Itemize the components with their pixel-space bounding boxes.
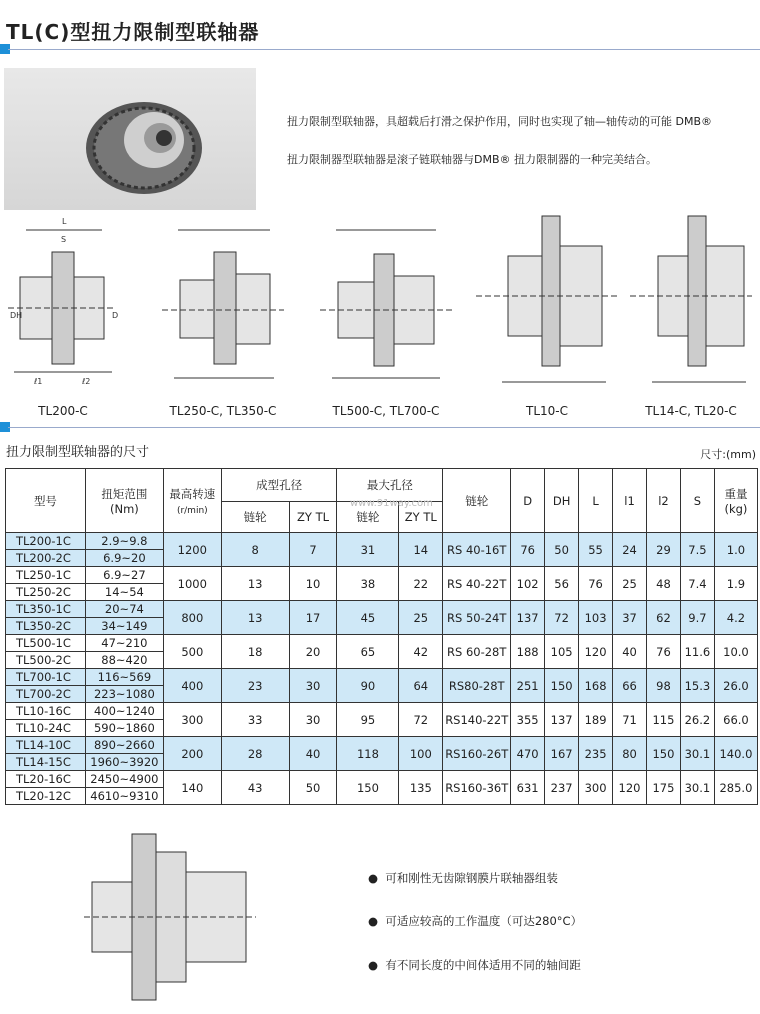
th-l: L — [579, 469, 613, 533]
cell-l: 76 — [579, 567, 613, 601]
cell-model: TL250-1C — [6, 567, 86, 584]
dim-label-l1: ℓ1 — [34, 377, 43, 386]
th-formed-bore: 成型孔径 — [221, 469, 337, 502]
cell-model: TL14-15C — [6, 754, 86, 771]
feature-bullet: ● 可和刚性无齿隙钢膜片联轴器组装 — [368, 871, 558, 885]
table-row — [6, 771, 758, 788]
cell-f-zy: 30 — [289, 669, 337, 703]
cell-dh: 105 — [545, 635, 579, 669]
diagram-caption: TL200-C — [38, 404, 88, 418]
cell-f-zy: 30 — [289, 703, 337, 737]
cell-l2: 150 — [646, 737, 680, 771]
cell-m-zy: 100 — [399, 737, 443, 771]
th-l1: l1 — [613, 469, 647, 533]
cell-weight: 140.0 — [714, 737, 757, 771]
cell-torque: 890~2660 — [85, 737, 163, 754]
cell-l1: 40 — [613, 635, 647, 669]
cell-dh: 167 — [545, 737, 579, 771]
cell-l2: 98 — [646, 669, 680, 703]
cell-speed: 1200 — [163, 533, 221, 567]
cell-weight: 66.0 — [714, 703, 757, 737]
cell-f-chain: 23 — [221, 669, 289, 703]
cell-l2: 115 — [646, 703, 680, 737]
page-title: TL(C)型扭力限制型联轴器 — [6, 20, 260, 44]
product-photo — [4, 68, 256, 210]
th-formed-chain: 链轮 — [221, 502, 289, 533]
cell-dh: 137 — [545, 703, 579, 737]
cell-sprocket: RS80-28T — [443, 669, 511, 703]
cell-sprocket: RS140-22T — [443, 703, 511, 737]
cell-model: TL10-16C — [6, 703, 86, 720]
cell-torque: 34~149 — [85, 618, 163, 635]
cell-model: TL350-2C — [6, 618, 86, 635]
cell-model: TL350-1C — [6, 601, 86, 618]
cell-model: TL700-1C — [6, 669, 86, 686]
th-model: 型号 — [6, 469, 86, 533]
cell-speed: 800 — [163, 601, 221, 635]
cell-torque: 1960~3920 — [85, 754, 163, 771]
section-title: 扭力限制型联轴器的尺寸 — [6, 445, 150, 460]
cell-s: 7.4 — [680, 567, 714, 601]
dim-label-l: L — [62, 217, 67, 226]
th-speed: 最高转速 (r/min) — [163, 469, 221, 533]
dim-label-s: S — [61, 235, 67, 244]
th-torque: 扭矩范围 (Nm) — [85, 469, 163, 533]
cell-l2: 29 — [646, 533, 680, 567]
cell-l2: 62 — [646, 601, 680, 635]
cell-m-chain: 38 — [337, 567, 399, 601]
cell-sprocket: RS 40-22T — [443, 567, 511, 601]
feature-bullet: ● 有不同长度的中间体适用不同的轴间距 — [368, 958, 581, 972]
diagram-caption: TL500-C, TL700-C — [332, 404, 440, 418]
cell-m-chain: 65 — [337, 635, 399, 669]
diagram-caption: TL250-C, TL350-C — [169, 404, 277, 418]
cell-weight: 4.2 — [714, 601, 757, 635]
cell-model: TL20-16C — [6, 771, 86, 788]
cell-sprocket: RS160-36T — [443, 771, 511, 805]
cell-s: 11.6 — [680, 635, 714, 669]
cell-torque: 223~1080 — [85, 686, 163, 703]
cell-dh: 237 — [545, 771, 579, 805]
cell-s: 9.7 — [680, 601, 714, 635]
th-max-bore: 最大孔径 — [337, 469, 443, 502]
cell-m-zy: 135 — [399, 771, 443, 805]
cell-model: TL250-2C — [6, 584, 86, 601]
th-formed-zytl: ZY TL — [289, 502, 337, 533]
cell-f-zy: 20 — [289, 635, 337, 669]
table-row — [6, 567, 758, 584]
cell-torque: 2.9~9.8 — [85, 533, 163, 550]
watermark: www.91way.com — [350, 498, 433, 509]
cell-l1: 24 — [613, 533, 647, 567]
cell-model: TL200-1C — [6, 533, 86, 550]
diagram-caption: TL14-C, TL20-C — [645, 404, 737, 418]
cell-l2: 175 — [646, 771, 680, 805]
cell-m-zy: 22 — [399, 567, 443, 601]
cell-l1: 80 — [613, 737, 647, 771]
cell-f-chain: 43 — [221, 771, 289, 805]
cell-sprocket: RS 60-28T — [443, 635, 511, 669]
cell-l2: 76 — [646, 635, 680, 669]
cell-f-zy: 7 — [289, 533, 337, 567]
cell-dh: 150 — [545, 669, 579, 703]
cell-sprocket: RS 40-16T — [443, 533, 511, 567]
cell-s: 7.5 — [680, 533, 714, 567]
cell-m-zy: 14 — [399, 533, 443, 567]
cell-speed: 300 — [163, 703, 221, 737]
cell-l1: 66 — [613, 669, 647, 703]
cell-weight: 1.0 — [714, 533, 757, 567]
cell-d: 631 — [511, 771, 545, 805]
cell-l: 235 — [579, 737, 613, 771]
cell-m-zy: 72 — [399, 703, 443, 737]
assembly-diagram — [82, 822, 258, 1010]
table-row — [6, 533, 758, 550]
th-sprocket: 链轮 — [443, 469, 511, 533]
cell-l: 120 — [579, 635, 613, 669]
cell-torque: 2450~4900 — [85, 771, 163, 788]
cell-d: 76 — [511, 533, 545, 567]
diagram-caption: TL10-C — [526, 404, 568, 418]
cell-weight: 10.0 — [714, 635, 757, 669]
cell-dh: 56 — [545, 567, 579, 601]
cell-speed: 400 — [163, 669, 221, 703]
cell-torque: 88~420 — [85, 652, 163, 669]
cell-l: 168 — [579, 669, 613, 703]
cell-f-chain: 13 — [221, 567, 289, 601]
cell-weight: 1.9 — [714, 567, 757, 601]
cell-d: 102 — [511, 567, 545, 601]
cell-m-chain: 90 — [337, 669, 399, 703]
table-row — [6, 703, 758, 720]
diagram-tl10 — [472, 206, 622, 397]
intro-line-2: 扭力限制器型联轴器是滚子链联轴器与DMB® 扭力限制器的一种完美结合。 — [287, 153, 658, 166]
cell-weight: 285.0 — [714, 771, 757, 805]
cell-torque: 6.9~27 — [85, 567, 163, 584]
th-max-zytl: ZY TL — [399, 502, 443, 533]
cell-sprocket: RS 50-24T — [443, 601, 511, 635]
title-divider — [8, 49, 760, 50]
cell-speed: 140 — [163, 771, 221, 805]
table-row — [6, 635, 758, 652]
cell-m-zy: 64 — [399, 669, 443, 703]
th-l2: l2 — [646, 469, 680, 533]
cell-f-chain: 33 — [221, 703, 289, 737]
dim-label-dh: DH — [10, 311, 23, 320]
cell-l1: 25 — [613, 567, 647, 601]
cell-torque: 4610~9310 — [85, 788, 163, 805]
intro-line-1: 扭力限制型联轴器，具超载后打滑之保护作用，同时也实现了轴—轴传动的可能 DMB® — [287, 115, 713, 128]
th-s: S — [680, 469, 714, 533]
table-row — [6, 737, 758, 754]
cell-l1: 71 — [613, 703, 647, 737]
diagram-tl500-700 — [316, 212, 456, 397]
cell-weight: 26.0 — [714, 669, 757, 703]
cell-f-zy: 40 — [289, 737, 337, 771]
cell-d: 137 — [511, 601, 545, 635]
cell-m-chain: 31 — [337, 533, 399, 567]
cell-d: 188 — [511, 635, 545, 669]
table-row — [6, 601, 758, 618]
diagram-tl200 — [4, 212, 122, 397]
cell-l: 300 — [579, 771, 613, 805]
section-divider — [8, 427, 760, 428]
cell-m-chain: 150 — [337, 771, 399, 805]
cell-m-chain: 118 — [337, 737, 399, 771]
cell-s: 30.1 — [680, 737, 714, 771]
cell-s: 15.3 — [680, 669, 714, 703]
th-dh: DH — [545, 469, 579, 533]
cell-model: TL200-2C — [6, 550, 86, 567]
cell-l: 189 — [579, 703, 613, 737]
cell-sprocket: RS160-26T — [443, 737, 511, 771]
diagram-tl14-20 — [626, 206, 756, 397]
cell-torque: 116~569 — [85, 669, 163, 686]
cell-model: TL20-12C — [6, 788, 86, 805]
cell-dh: 72 — [545, 601, 579, 635]
cell-speed: 200 — [163, 737, 221, 771]
cell-f-zy: 50 — [289, 771, 337, 805]
cell-l1: 120 — [613, 771, 647, 805]
cell-dh: 50 — [545, 533, 579, 567]
cell-m-chain: 95 — [337, 703, 399, 737]
cell-f-chain: 18 — [221, 635, 289, 669]
feature-bullet: ● 可适应较高的工作温度（可达280°C） — [368, 914, 583, 928]
dim-label-d: D — [112, 311, 119, 320]
table-body — [6, 533, 758, 805]
cell-torque: 47~210 — [85, 635, 163, 652]
diagram-tl250-350 — [158, 212, 288, 397]
dim-label-l2: ℓ2 — [82, 377, 91, 386]
cell-model: TL500-2C — [6, 652, 86, 669]
cell-d: 470 — [511, 737, 545, 771]
cell-m-zy: 25 — [399, 601, 443, 635]
cell-l: 55 — [579, 533, 613, 567]
cell-speed: 1000 — [163, 567, 221, 601]
cell-f-chain: 8 — [221, 533, 289, 567]
cell-torque: 6.9~20 — [85, 550, 163, 567]
cell-l: 103 — [579, 601, 613, 635]
th-max-chain: 链轮 — [337, 502, 399, 533]
cell-torque: 590~1860 — [85, 720, 163, 737]
cell-speed: 500 — [163, 635, 221, 669]
cell-d: 251 — [511, 669, 545, 703]
unit-label: 尺寸:(mm) — [700, 448, 756, 461]
cell-l1: 37 — [613, 601, 647, 635]
cell-torque: 14~54 — [85, 584, 163, 601]
table-row — [6, 669, 758, 686]
cell-m-zy: 42 — [399, 635, 443, 669]
cell-f-chain: 13 — [221, 601, 289, 635]
th-weight: 重量 (kg) — [714, 469, 757, 533]
dimension-table — [5, 468, 758, 805]
cell-torque: 400~1240 — [85, 703, 163, 720]
cell-l2: 48 — [646, 567, 680, 601]
cell-model: TL14-10C — [6, 737, 86, 754]
cell-s: 30.1 — [680, 771, 714, 805]
cell-model: TL10-24C — [6, 720, 86, 737]
cell-model: TL700-2C — [6, 686, 86, 703]
cell-f-zy: 17 — [289, 601, 337, 635]
th-d: D — [511, 469, 545, 533]
cell-d: 355 — [511, 703, 545, 737]
cell-s: 26.2 — [680, 703, 714, 737]
cell-m-chain: 45 — [337, 601, 399, 635]
cell-model: TL500-1C — [6, 635, 86, 652]
cell-f-chain: 28 — [221, 737, 289, 771]
cell-torque: 20~74 — [85, 601, 163, 618]
cell-f-zy: 10 — [289, 567, 337, 601]
